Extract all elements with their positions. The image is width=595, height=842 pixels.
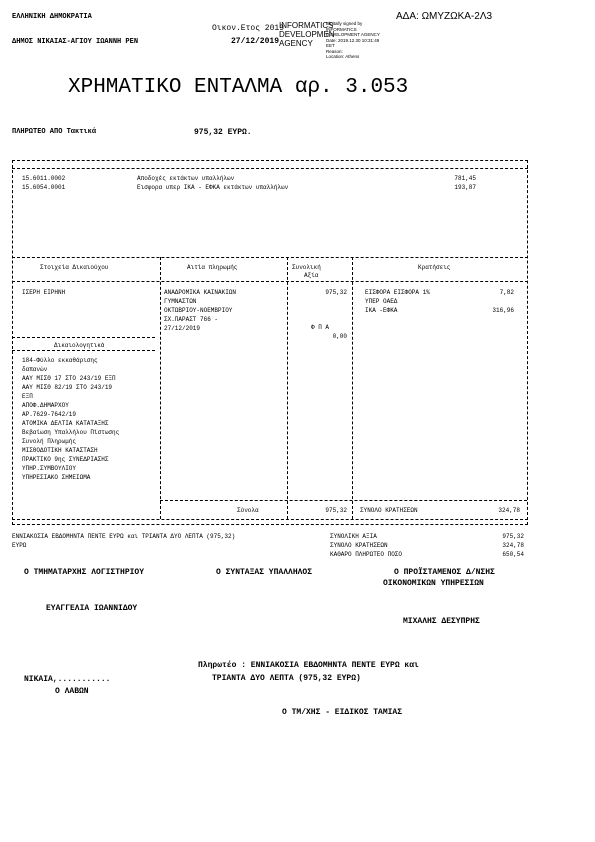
payable-in-words: Πληρωτέο : ΕΝΝΙΑΚΟΣΙΑ ΕΒΔΟΜΗΝΤΑ ΠΕΝΤΕ ΕΥΡΩ και (198, 661, 419, 670)
total-value: 975,32 (325, 289, 347, 296)
total-deductions-label: ΣΥΝΟΛΟ ΚΡΑΤΗΣΕΩΝ (360, 507, 418, 514)
stamp-line: AGENCY (279, 39, 313, 48)
director-title-cont: ΟΙΚΟΝΟΜΙΚΩΝ ΥΠΗΡΕΣΙΩΝ (383, 579, 484, 588)
totals-value: 975,32 (325, 507, 347, 514)
vat-label: Φ Π Α (311, 324, 330, 331)
signer-name-right: ΜΙΧΑΛΗΣ ΔΕΣΥΠΡΗΣ (403, 617, 480, 626)
receiver-label: Ο ΛΑΒΩΝ (55, 687, 89, 696)
stamp-line: INFORMATICS (279, 21, 334, 30)
box-right-border (527, 160, 528, 525)
supporting-doc: 184-Φύλλο εκκαθάρισης (22, 357, 98, 364)
stamp-detail: Location: Athens (326, 54, 360, 59)
payment-source-label: ΠΛΗΡΩΤΕΟ ΑΠΟ Τακτικά (12, 128, 97, 136)
divider (12, 350, 155, 351)
author-title: Ο ΣΥΝΤΑΞΑΣ ΥΠΑΛΛΗΛΟΣ (216, 568, 313, 577)
supporting-doc: ΑΑΥ ΜΙΣΘ 17 ΣΤΟ 243/19 ΕΞΠ (22, 375, 116, 382)
accounting-head-title: Ο ΤΜΗΜΑΤΑΡΧΗΣ ΛΟΓΙΣΤΗΡΙΟΥ (24, 568, 145, 577)
summary-value: 650,54 (502, 551, 524, 558)
stamp-detail: INFORMATICS (326, 26, 357, 32)
divider (12, 337, 155, 338)
summary-label: ΣΥΝΟΛΟ ΚΡΑΤΗΣΕΩΝ (330, 542, 388, 549)
vat-value: 0,00 (332, 333, 347, 340)
cause-line: ΣΧ.ΠΑΡΑΣΤ 766 - (164, 316, 219, 323)
supporting-doc: Συνολή Πληρωμής (22, 438, 77, 445)
deduction-amount: 7,82 (499, 289, 514, 296)
deduction-label: ΥΠΕΡ ΟΑΕΔ (365, 298, 398, 305)
supporting-doc: ΑΠΟΦ.ΔΗΜΑΡΧΟΥ (22, 402, 69, 409)
divider (12, 168, 528, 169)
stamp-detail: DEVELOPMENT AGENCY (326, 32, 380, 37)
divider (12, 257, 528, 258)
account-description: Εισφορα υπερ ΙΚΑ - ΕΦΚΑ εκτάκτων υπαλλήλων (137, 184, 289, 191)
cause-line: ΑΝΑΔΡΟΜΙΚΑ ΚΑΙΝΑΚΙΩΝ (164, 289, 237, 296)
column-divider (352, 257, 353, 519)
supporting-doc: ΜΙΣΘΟΔΟΤΙΚΗ ΚΑΤΑΣΤΑΣΗ (22, 447, 98, 454)
summary-value: 975,32 (502, 533, 524, 540)
digital-signature-details (326, 21, 380, 60)
summary-label: ΣΥΝΟΛΙΚΗ ΑΞΙΑ (330, 533, 377, 540)
total-deductions-value: 324,78 (498, 507, 520, 514)
director-title: Ο ΠΡΟΪΣΤΑΜΕΝΟΣ Δ/ΝΣΗΣ (394, 568, 495, 577)
account-code: 15.6011.0002 (22, 175, 66, 182)
supporting-doc: δαπανών (22, 366, 48, 373)
supporting-doc: ΕΞΠ (22, 393, 33, 400)
summary-label: ΚΑΘΑΡΟ ΠΛΗΡΩΤΕΟ ΠΟΣΟ (330, 551, 403, 558)
deduction-amount: 316,96 (492, 307, 514, 314)
payable-in-words-cont: ΤΡΙΑΝΤΑ ΔΥΟ ΛΕΠΤΑ (975,32 ΕΥΡΩ) (212, 674, 361, 683)
stamp-detail: EET (326, 43, 335, 48)
municipality-label: ΔΗΜΟΣ ΝΙΚΑΙΑΣ-ΑΓΙΟΥ ΙΩΑΝΝΗ ΡΕΝ (12, 38, 139, 46)
deduction-label: ΕΙΣΦΟΡΑ ΕΙΣΦΟΡΑ 1% (365, 289, 430, 296)
supporting-doc: ΑΤΟΜΙΚΑ ΔΕΛΤΙΑ ΚΑΤΑΤΑΞΗΣ (22, 420, 109, 427)
account-amount: 193,87 (454, 184, 476, 191)
payment-amount: 975,32 ΕΥΡΩ. (194, 128, 252, 137)
divider (12, 281, 528, 282)
stamp-detail: Reason: (326, 48, 343, 54)
column-header-total-sub: Αξία (304, 272, 319, 279)
divider (160, 500, 527, 501)
divider (12, 524, 528, 525)
stamp-detail: Digitally signed by (326, 21, 363, 26)
column-header-deductions: Κρατήσεις (418, 264, 451, 271)
signer-name-left: ΕΥΑΓΓΕΛΙΑ ΙΩΑΝΝΙΔΟΥ (46, 604, 138, 613)
supporting-docs-title: Δικαιολογητικά (54, 342, 105, 349)
stamp-detail: Date: 2019.12.30 10:31:49 (326, 37, 380, 43)
divider (12, 519, 528, 520)
account-code: 15.6054.0001 (22, 184, 66, 191)
amount-in-words-cont: ΕΥΡΩ (12, 542, 27, 549)
divider (12, 160, 528, 161)
ada-code: ΑΔΑ: ΩΜΥΖΩΚΑ-2Λ3 (396, 11, 493, 22)
payment-cause (164, 288, 236, 333)
column-header-creditor: Στοιχεία Δικαιούχου (40, 264, 109, 271)
column-divider (287, 257, 288, 519)
account-description: Αποδοχές εκτάκτων υπαλλήλων (137, 175, 235, 182)
supporting-doc: ΥΠΗΡ.ΣΥΜΒΟΥΛΙΟΥ (22, 465, 77, 472)
totals-label: Σύνολα (237, 507, 259, 514)
column-divider (160, 257, 161, 519)
supporting-doc: Βεβαίωση Υπαλλήλου Πίστωσης (22, 429, 120, 436)
creditor-name: ΙΣΕΡΗ ΕΙΡΗΝΗ (22, 289, 66, 296)
place-date-line: ΝΙΚΑΙΑ,........... (24, 675, 111, 684)
column-header-total: Συνολική (292, 264, 321, 271)
supporting-docs-list (22, 356, 119, 482)
deduction-label: ΙΚΑ -ΕΦΚΑ (365, 307, 398, 314)
column-header-cause: Αιτία πληρωμής (187, 264, 238, 271)
document-date: 27/12/2019 (231, 37, 280, 46)
amount-in-words: ΕΝΝΙΑΚΟΣΙΑ ΕΒΔΟΜΗΝΤΑ ΠΕΝΤΕ ΕΥΡΩ και ΤΡΙΑΝΤΑ ΔΥΟ ΛΕΠΤΑ (975,32) (12, 533, 236, 540)
cause-line: 27/12/2019 (164, 325, 201, 332)
document-title: ΧΡΗΜΑΤΙΚΟ ΕΝΤΑΛΜΑ αρ. 3.053 (68, 76, 409, 99)
treasurer-label: Ο ΤΜ/ΧΗΣ - ΕΙΔΙΚΟΣ ΤΑΜΙΑΣ (282, 708, 403, 717)
republic-label: ΕΛΛΗΝΙΚΗ ΔΗΜΟΚΡΑΤΙΑ (12, 13, 92, 21)
supporting-doc: ΥΠΗΡΕΣΙΑΚΟ ΣΗΜΕΙΩΜΑ (22, 474, 91, 481)
account-amount: 781,45 (454, 175, 476, 182)
box-left-border (12, 160, 13, 525)
supporting-doc: ΑΡ.7629-7642/19 (22, 411, 77, 418)
cause-line: ΟΚΤΩΒΡΙΟΥ-ΝΟΕΜΒΡΙΟΥ (164, 307, 233, 314)
fiscal-year: Οικον.Ετος 2019 (212, 24, 285, 33)
supporting-doc: ΑΑΥ ΜΙΣΘ 82/19 ΣΤΟ 243/19 (22, 384, 113, 391)
cause-line: ΓΥΜΝΑΣΤΩΝ (164, 298, 197, 305)
summary-value: 324,78 (502, 542, 524, 549)
stamp-line: DEVELOPMEN (279, 30, 335, 39)
supporting-doc: ΠΡΑΚΤΙΚΟ 9ης ΣΥΝΕΔΡΙΑΣΗΣ (22, 456, 109, 463)
